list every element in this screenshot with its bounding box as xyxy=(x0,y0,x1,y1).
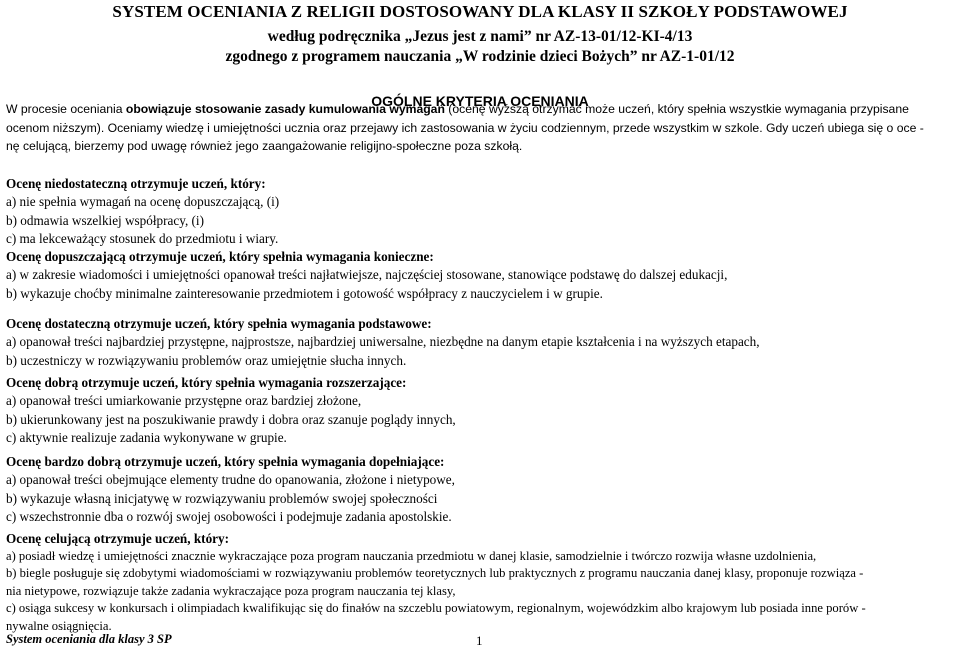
list-item: b) ukierunkowany jest na poszukiwanie prawdy i dobra oraz szanuje poglądy innych, xyxy=(6,411,456,427)
list-item: a) posiadł wiedzę i umiejętności znacznie wykraczające poza program nauczania przedmiotu w danej klasie, samodzielnie i twórczo rozwija własne uzdolnienia, xyxy=(6,548,817,563)
list-item: c) osiąga sukcesy w konkursach i olimpiadach kwalifikując się do finałów na szczeblu powiatowym, regionalnym, wojewódzkim albo krajowym lub posiada inne porów - xyxy=(6,601,866,616)
list-item: c) wszechstronnie dba o rozwój swojej osobowości i podejmuje zadania apostolskie. xyxy=(6,509,452,525)
list-item: b) wykazuje choćby minimalne zainteresowanie przedmiotem i gotowość współpracy z nauczycielem i w grupie. xyxy=(6,285,603,301)
section-title: Ocenę dopuszczającą otrzymuje uczeń, który spełnia wymagania konieczne: xyxy=(6,249,434,264)
section-celujaca xyxy=(6,530,956,636)
list-item: b) biegle posługuje się zdobytymi wiadomościami w rozwiązywaniu problemów teoretycznych lub praktycznych z programu nauczania danej klasy, proponuje rozwiąza - xyxy=(6,566,864,581)
general-line-1: W procesie oceniania obowiązuje stosowanie zasady kumulowania wymagań (ocenę wyższą otrzymać może uczeń, który spełnia wszystkie wymagania przypisane xyxy=(6,102,909,116)
section-dopuszczajaca xyxy=(6,248,956,303)
section-title: Ocenę dobrą otrzymuje uczeń, który spełnia wymagania rozszerzające: xyxy=(6,375,407,390)
section-niedostateczna xyxy=(6,175,956,249)
list-item: a) w zakresie wiadomości i umiejętności opanował treści najłatwiejsze, najczęściej stosowane, stanowiące podstawę do dalszej edukacji, xyxy=(6,267,728,283)
document-title: SYSTEM OCENIANIA Z RELIGII DOSTOSOWANY DLA KLASY II SZKOŁY PODSTAWOWEJ xyxy=(112,2,848,21)
list-item: c) ma lekceważący stosunek do przedmiotu i wiary. xyxy=(6,231,279,247)
document-subtitle-textbook: według podręcznika „Jezus jest z nami” nr AZ-13-01/12-KI-4/13 xyxy=(267,28,693,45)
section-dostateczna xyxy=(6,315,956,370)
section-title: Ocenę niedostateczną otrzymuje uczeń, który: xyxy=(6,176,266,191)
list-item: a) opanował treści umiarkowanie przystępne oraz bardziej złożone, xyxy=(6,393,362,409)
list-item: a) nie spełnia wymagań na ocenę dopuszczającą, (i) xyxy=(6,194,280,210)
general-line-3: nę celującą, bierzemy pod uwagę również jego zaangażowanie religijno-społeczne poza szkołą. xyxy=(6,139,523,153)
list-item: b) odmawia wszelkiej współpracy, (i) xyxy=(6,212,204,228)
section-title: Ocenę celującą otrzymuje uczeń, który: xyxy=(6,531,230,546)
general-line-2: ocenom niższym). Oceniamy wiedzę i umiejętności ucznia oraz przejawy ich zastosowania w życiu codziennym, przede wszystkim w szkole. Gdy uczeń ubiega się o oce - xyxy=(6,120,924,135)
general-criteria-heading: OGÓLNE KRYTERIA OCENIANIA xyxy=(371,93,589,109)
list-item: nywalne osiągnięcia. xyxy=(6,618,112,633)
list-item: c) aktywnie realizuje zadania wykonywane w grupie. xyxy=(6,430,287,446)
list-item: b) wykazuje własną inicjatywę w rozwiązywaniu problemów swojej społeczności xyxy=(6,490,438,506)
footer-label: System oceniania dla klasy 3 SP xyxy=(6,632,172,646)
page-number: 1 xyxy=(476,633,483,648)
section-title: Ocenę dostateczną otrzymuje uczeń, który spełnia wymagania podstawowe: xyxy=(6,316,432,331)
section-title: Ocenę bardzo dobrą otrzymuje uczeń, który spełnia wymagania dopełniające: xyxy=(6,454,445,469)
list-item: b) uczestniczy w rozwiązywaniu problemów oraz umiejętnie słucha innych. xyxy=(6,352,407,368)
list-item: a) opanował treści najbardziej przystępne, najprostsze, najbardziej uniwersalne, niezbędne na danym etapie kształcenia i na wyższych etapach, xyxy=(6,334,760,350)
section-bardzo-dobra xyxy=(6,453,956,527)
document-subtitle-program: zgodnego z programem nauczania „W rodzinie dzieci Bożych” nr AZ-1-01/12 xyxy=(225,48,735,65)
list-item: nia nietypowe, rozwiązuje także zadania wykraczające poza program nauczania tej klasy, xyxy=(6,583,456,598)
list-item: a) opanował treści obejmujące elementy trudne do opanowania, złożone i nietypowe, xyxy=(6,472,455,488)
general-criteria-text xyxy=(6,100,956,156)
section-dobra xyxy=(6,374,956,448)
